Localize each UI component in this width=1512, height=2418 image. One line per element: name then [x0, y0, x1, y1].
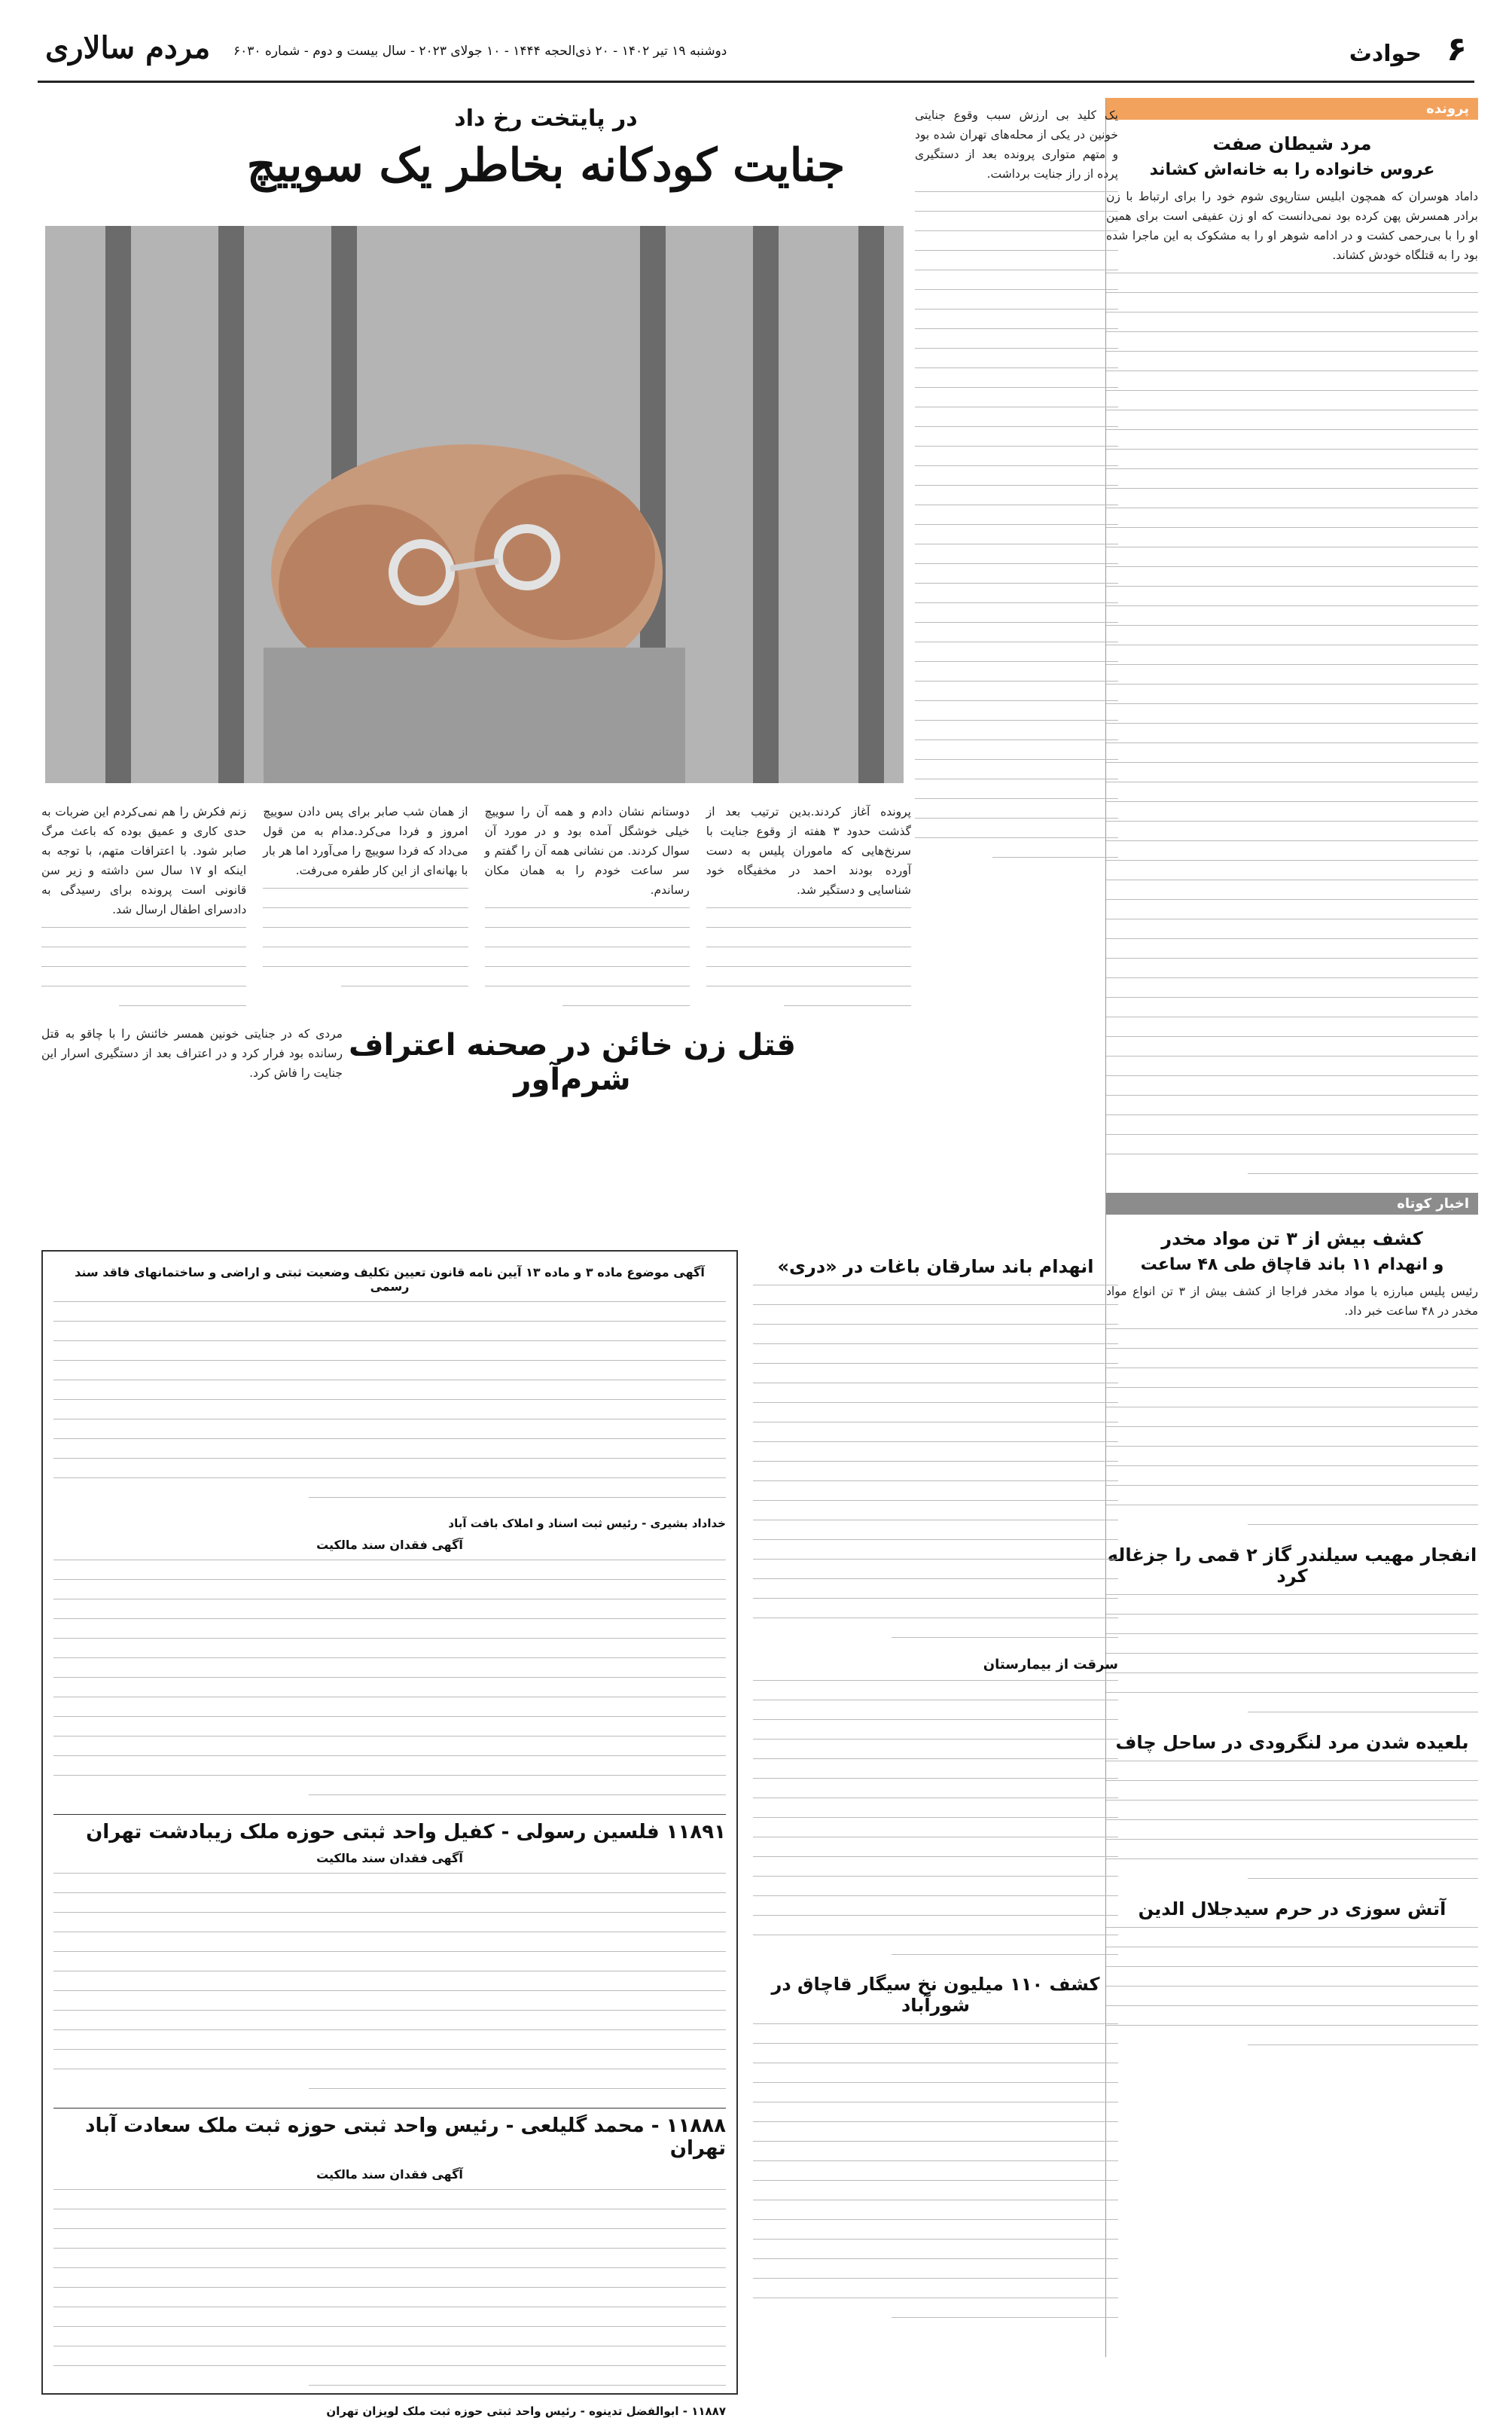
- handcuffed-hands-photo: [45, 226, 904, 783]
- main-title: جنایت کودکانه بخاطر یک سوییچ: [246, 139, 846, 192]
- ad-3-signature: ۱۱۸۸۸ - محمد گلیلعی - رئیس واحد ثبتی حوزه ثبت ملک سعادت آباد تهران: [53, 2108, 726, 2160]
- main-story-col-2-text: دوستانم نشان دادم و همه آن را سوییچ خیلی خوشگل آمده بود و در مورد آن سوال کردند. من نشانی همه آن را گفتم و سر ساعت خودم را به همان مکان رساندم.: [484, 805, 690, 897]
- main-story-col-4: [41, 794, 246, 998]
- news-subtitle: و انهدام ۱۱ باند قاچاق طی ۴۸ ساعت: [1140, 1255, 1444, 1274]
- ad-1-heading: آگهی موضوع ماده ۳ و ماده ۱۳ آیین نامه قانون تعیین تکلیف وضعیت ثبتی و اراضی و ساختمانهای فاقد سند رسمی: [75, 1265, 705, 1294]
- main-story-col-3-lines: [263, 888, 468, 993]
- kicker-case: پرونده: [1106, 98, 1478, 120]
- second-story-title: قتل زن خائن در صحنه اعتراف شرم‌آور: [349, 1028, 796, 1097]
- news-title-gas: انفجار مهیب سیلندر گاز ۲ قمی را جزغاله کرد: [1107, 1544, 1477, 1587]
- news-title-drown: بلعیده شدن مرد لنگرودی در ساحل چاف: [1115, 1732, 1469, 1753]
- news-drown-lines: [1106, 1761, 1478, 1885]
- news-orchards-lines: [753, 1285, 1118, 1644]
- news-body-lines: [1106, 1328, 1478, 1531]
- ad-2-signature: ۱۱۸۹۱ فلسین رسولی - کفیل واحد ثبتی حوزه ملک زیبادشت تهران: [53, 1814, 726, 1843]
- article-body: داماد هوسران که همچون ابلیس ستارپوی شوم خود را برای ارتباط با زن برادر همسرش پهن کرده بود نمی‌دانست که او زن عفیفی است برای همین او را با بی‌رحمی کشت و در ادامه شوهر او را به مشکوک به این ماجرا شده بود را به قتلگاه خودش کشاند.: [1106, 190, 1478, 262]
- second-story-body: مردی که در جنایتی خونین همسر خائنش را با چاقو به قتل رسانده بود فرار کرد و در اعتراف بعد از دستگیری اسرار این جنایت را فاش کرد.: [41, 1027, 343, 1080]
- article-body-lines: [1106, 273, 1478, 1180]
- ad-3-heading: آگهی فقدان سند مالکیت: [316, 1851, 463, 1865]
- main-story-intro: یک کلید بی ارزش سبب وقوع جنایتی خونین در یکی از محله‌های تهران شده بود و متهم متواری پرونده بعد از دستگیری پرده از راز جنایت برداشت.: [915, 108, 1118, 181]
- ad-2-heading: آگهی فقدان سند مالکیت: [316, 1538, 463, 1552]
- masthead: [38, 30, 1474, 83]
- ad-4-lines: [53, 2189, 726, 2392]
- news-title-fire: آتش سوزی در حرم سیدجلال الدین: [1138, 1898, 1446, 1919]
- ad-1-lines: [53, 1301, 726, 1504]
- section-name: حوادث: [1349, 41, 1422, 67]
- main-story-col-2-lines: [485, 907, 690, 1012]
- news-sub-hospital: سرقت از بیمارستان: [983, 1657, 1118, 1672]
- news-hospital-lines: [753, 1680, 1118, 1961]
- main-story-col-4-lines: [41, 927, 246, 1012]
- news-title: کشف بیش از ۳ تن مواد مخدر: [1161, 1228, 1423, 1249]
- ad-1-signature: خداداد بشیری - رئیس ثبت اسناد و املاک بافت آباد: [448, 1517, 726, 1530]
- article-subtitle: عروس خانواده را به خانه‌اش کشاند: [1149, 160, 1435, 179]
- issue-meta: دوشنبه ۱۹ تیر ۱۴۰۲ - ۲۰ ذی‌الحجه ۱۴۴۴ - ۱۰ جولای ۲۰۲۳ - سال بیست و دوم - شماره ۶۰۳۰: [233, 44, 727, 59]
- news-gas-lines: [1106, 1594, 1478, 1718]
- news-column: [753, 1250, 1118, 2337]
- main-story-col-2: [485, 794, 690, 998]
- ad-4-signature: ۱۱۸۸۷ - ابوالفضل تدینوه - رئیس واحد ثبتی حوزه ثبت ملک لویزان تهران: [326, 2404, 726, 2418]
- news-title-orchards: انهدام باند سارقان باغات در «دری»: [777, 1256, 1094, 1277]
- article-title: مرد شیطان صفت: [1212, 133, 1372, 154]
- main-story-col-1-text: پرونده آغاز کردند.بدین ترتیب بعد از گذشت حدود ۳ هفته از وقوع جنایت با سرنخ‌هایی که ماموران پلیس به دست آورده بودند احمد در مخفیگاه خود شناسایی و دستگیر شد.: [706, 805, 911, 897]
- main-story-columns: [41, 794, 911, 998]
- ad-2-lines: [53, 1560, 726, 1801]
- main-story-col-4-text: زنم فکرش را هم نمی‌کردم این ضربات به حدی کاری و عمیق بوده که باعث مرگ صابر شود. با اعترافات متهم، با توجه به اینکه او ۱۷ سال سن داشته و زیر سن قانونی است پرونده برای رسیدگی به دادسرای اطفال ارسال شد.: [41, 805, 247, 916]
- news-title-cigarettes: کشف ۱۱۰ میلیون نخ سیگار قاچاق در شورآباد: [771, 1974, 1100, 2016]
- news-fire-lines: [1106, 1927, 1478, 2051]
- main-story-col-3: [263, 794, 468, 998]
- paper-name: مردم سالاری: [45, 30, 211, 66]
- classified-ads: [41, 1250, 738, 2418]
- main-story-header: [218, 105, 873, 192]
- kicker-news: اخبار کوتاه: [1106, 1193, 1478, 1215]
- main-story-col-1-lines: [706, 907, 911, 1012]
- main-story-intro-lines: [915, 191, 1118, 864]
- news-cigarettes-lines: [753, 2023, 1118, 2324]
- main-kicker: در پایتخت رخ داد: [454, 105, 638, 132]
- main-story-col-3-text: از همان شب صابر برای پس دادن سوییچ امروز و فردا می‌کرد.مدام به من قول می‌داد که فردا سوییچ را می‌آورد اما هر بار با بهانه‌ای از این کار طفره می‌رفت.: [263, 805, 468, 877]
- ad-3-lines: [53, 1873, 726, 2095]
- main-story-col-1: [706, 794, 911, 998]
- right-column: [1105, 98, 1478, 2357]
- main-story-intro-column: [915, 98, 1118, 877]
- ad-4-heading: آگهی فقدان سند مالکیت: [316, 2167, 463, 2182]
- news-body: رئیس پلیس مبارزه با مواد مخدر فراجا از کشف بیش از ۳ تن انواع مواد مخدر در ۴۸ ساعت خبر داد.: [1106, 1285, 1478, 1318]
- page-number: ۶: [1446, 30, 1467, 69]
